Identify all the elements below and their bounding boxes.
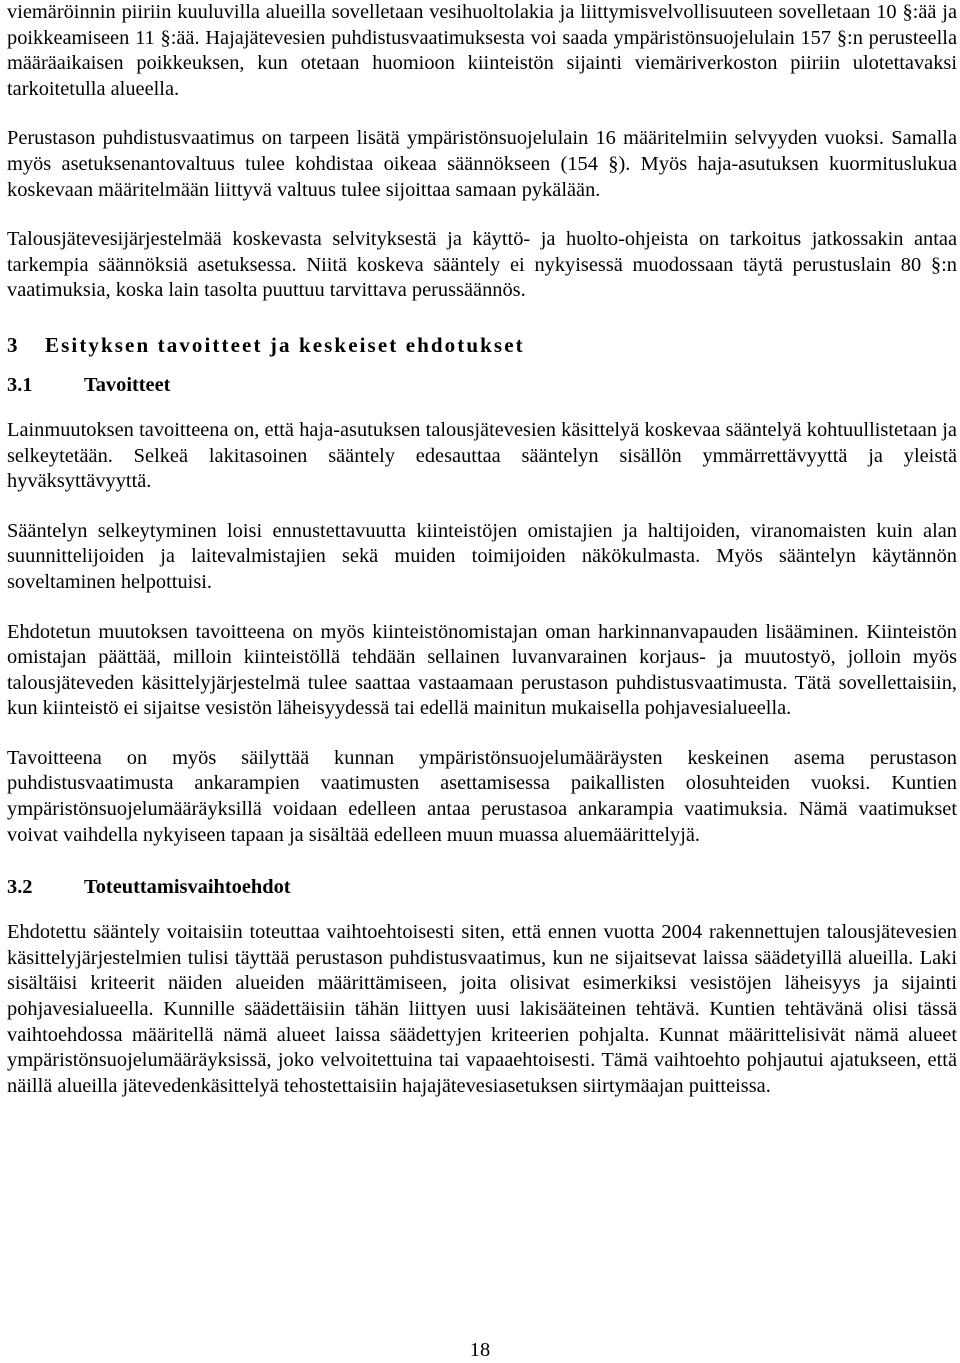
paragraph: Ehdotettu sääntely voitaisiin toteuttaa vaihtoehtoisesti siten, että ennen vuotta 2004 rakennettujen talousjätevesien käsittelyjärjestelmien tulisi täyttää perustason puhdistusvaatimus, kun ne sijaitsevat laissa säädetyillä alueilla. Laki sisältäisi kriteerit näiden alueiden määrittämiseen, joita olisivat esimerkiksi vesistöjen läheisyys ja sijainti pohjavesialueella. Kunnille säädettäisiin tähän liittyen uusi lakisääteinen tehtävä. Kuntien tehtävänä olisi tässä vaihtoehdossa määritellä nämä alueet laissa säädettyjen kriteerien pohjalta. Kunnat määrittelisivät nämä alueet ympäristönsuojelumääräyksissä, joko velvoitettuina tai vapaaehtoisesti. Tämä vaihtoehto pohjautui ajatukseen, että näillä alueilla jätevedenkäsittelyä tehostettaisiin hajajätevesiasetuksen siirtymäajan puitteissa. bbox=[7, 921, 957, 1097]
subsection-number: 3.2 bbox=[7, 876, 33, 899]
page-number: 18 bbox=[469, 1339, 491, 1361]
section-title: Esityksen tavoitteet ja keskeiset ehdotukset bbox=[45, 332, 525, 357]
subsection-number: 3.1 bbox=[7, 373, 33, 396]
paragraph: Tavoitteena on myös säilyttää kunnan ympäristönsuojelumääräysten keskeinen asema perustason puhdistusvaatimusta ankarampien vaatimusten asettamisessa paikallisten olosuhteiden vuoksi. Kuntien ympäristönsuojelumääräyksillä voidaan edelleen antaa perustasoa ankarampia vaatimuksia. Nämä vaatimukset voivat vaihdella nykyiseen tapaan ja sisältää edelleen muun muassa aluemäärittelyjä. bbox=[7, 746, 957, 846]
paragraph: viemäröinnin piiriin kuuluvilla alueilla sovelletaan vesihuoltolakia ja liittymisvelvollisuuteen sovelletaan 10 §:ää ja poikkeamiseen 11 §:ää. Hajajätevesien puhdistusvaatimuksesta voi saada ympäristönsuojelulain 157 §:n perusteella määräaikaisen poikkeuksen, kun otetaan huomioon kiinteistön sijainti viemäriverkoston piiriin ulotettavaksi tarkoitetulla alueella. bbox=[7, 1, 957, 100]
subsection-heading bbox=[7, 874, 957, 900]
document-page bbox=[7, 0, 957, 1099]
paragraph: Lainmuutoksen tavoitteena on, että haja-asutuksen talousjätevesien käsittelyä koskevaa sääntelyä kohtuullistetaan ja selkeytetään. Selkeä lakitasoinen sääntely edesauttaa sääntelyn sisällön ymmärrettävyyttä ja yleistä hyväksyttävyyttä. bbox=[7, 418, 957, 493]
paragraph: Perustason puhdistusvaatimus on tarpeen lisätä ympäristönsuojelulain 16 määritelmiin selvyyden vuoksi. Samalla myös asetuksenantovaltuus tulee kohdistaa oikeaa säännökseen (154 §). Myös haja-asutuksen kuormituslukua koskevaan määritelmään liittyvä valtuus tulee sijoittaa samaan pykälään. bbox=[7, 127, 957, 201]
subsection-heading bbox=[7, 372, 957, 398]
section-heading bbox=[7, 332, 957, 358]
paragraph: Talousjätevesijärjestelmää koskevasta selvityksestä ja käyttö- ja huolto-ohjeista on tarkoitus jatkossakin antaa tarkempia säännöksiä asetuksessa. Niitä koskeva sääntely ei nykyisessä muodossaan täytä perustuslain 80 §:n vaatimuksia, koska lain tasolta puuttuu tarvittava perussäännös. bbox=[7, 228, 957, 302]
paragraph: Ehdotetun muutoksen tavoitteena on myös kiinteistönomistajan oman harkinnanvapauden lisääminen. Kiinteistön omistajan päättää, milloin kiinteistöllä tehdään sellainen luvanvarainen korjaus- ja muutostyö, jolloin myös talousjäteveden käsittelyjärjestelmä tulee saattaa vastaamaan perustason puhdistusvaatimusta. Tätä sovellettaisiin, kun kiinteistö ei sijaitse vesistön läheisyydessä tai edellä mainitun mukaisella pohjavesialueella. bbox=[7, 620, 957, 720]
subsection-title: Toteuttamisvaihtoehdot bbox=[84, 876, 291, 899]
section-number: 3 bbox=[7, 332, 18, 357]
subsection-title: Tavoitteet bbox=[84, 373, 171, 396]
paragraph: Sääntelyn selkeytyminen loisi ennustettavuutta kiinteistöjen omistajien ja haltijoiden, viranomaisten kuin alan suunnittelijoiden ja laitevalmistajien sekä muiden toimijoiden näkökulmasta. Myös sääntelyn käytännön soveltaminen helpottuisi. bbox=[7, 519, 957, 593]
